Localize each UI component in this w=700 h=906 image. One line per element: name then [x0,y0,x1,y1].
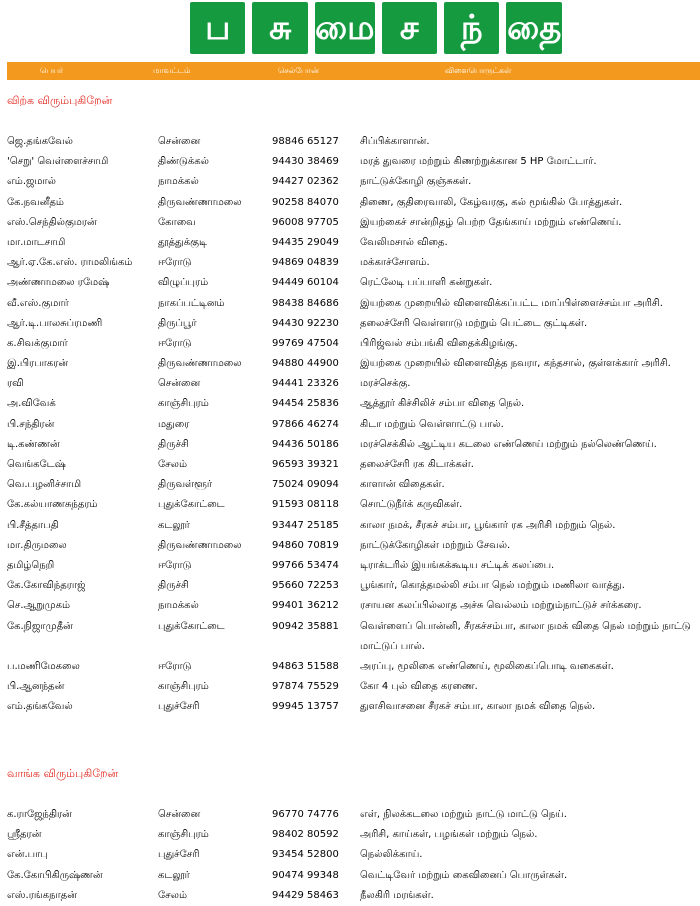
listing-row [7,273,700,293]
listing-name: ஸ்ரீதரன் [7,829,42,841]
listing-phone: 98402 80592 [272,829,339,841]
listing-district: விழுப்புரம் [158,277,209,289]
listing-name: வீ.எஸ்.குமார் [7,297,69,309]
listing-row [7,354,700,374]
listing-district: ஈரோடு [158,660,192,672]
listing-name: எஸ்.ரங்கநாதன் [7,889,77,901]
listing-row [7,152,700,172]
listing-row [7,415,700,435]
listing-district: தூத்துக்குடி [158,236,207,248]
listing-product: சொட்டுநீர்க் கருவிகள். [360,499,463,511]
listing-phone: 95660 72253 [272,580,339,592]
listing-district: ஈரோடு [158,559,192,571]
listing-district: ஈரோடு [158,257,192,269]
listing-product: நாட்டுக்கோழிகள் மற்றும் சேவல். [360,539,511,551]
listing-product: திணை, குதிரைவாலி, கேழ்வரகு, கல் மூங்கில் போத்துகள். [360,196,623,208]
column-header-district: மாவட்டம் [153,66,191,75]
listing-product: சிப்பிக்காளான். [360,136,430,147]
listing-product: ஆத்தூர் கிச்சிலிச் சம்பா விதை நெல். [360,398,525,410]
listing-name: ஆர்.டி.பாலசுப்ரமணி [7,317,103,329]
listing-name: அண்ணாமலை ரமேஷ் [7,277,110,289]
listing-district: திருச்சி [158,438,189,450]
listing-district: சேலம் [158,889,187,901]
listing-product: துளசிவாசனை சீரகச் சம்பா, காலா நமக் விதை நெல். [360,700,596,712]
listing-product: அரிசி, காய்கள், பழங்கள் மற்றும் நெல். [360,829,538,841]
listing-phone: 94454 25836 [272,398,339,410]
logo-letter: ச [382,2,437,54]
listing-product: கிடா மற்றும் வெள்ளாட்டு பால். [360,418,504,430]
listing-district: திருவண்ணாமலை [158,539,242,551]
listing-name: மா.திருமலை [7,539,67,551]
listing-row [7,617,700,657]
listing-district: நாமக்கல் [158,600,199,612]
listing-district: புதுக்கோட்டை [158,620,225,632]
listing-phone: 98438 84686 [272,297,339,309]
listing-row [7,294,700,314]
listing-name: ப.மணிமேகலை [7,660,80,672]
listing-row [7,172,700,192]
listing-row [7,697,700,717]
listing-name: கே.கல்யாணசுந்தரம் [7,499,98,511]
listing-phone: 99766 53474 [272,559,339,571]
listing-name: ஜெ.தங்கவேல் [7,136,73,147]
listing-district: திருச்சி [158,580,189,592]
listing-phone: 94430 92230 [272,317,339,329]
listing-row [7,596,700,616]
listing-name: எம்.தங்கவேல் [7,700,73,712]
logo-letter: ப [190,2,245,54]
listing-name: கே.நிஜாமுதீன் [7,620,73,632]
listing-row [7,556,700,576]
listing-name: இ.பிரபாகரன் [7,358,69,370]
listing-product: தலைச்சேரி ரக கிடாக்கள். [360,459,474,470]
buy-section-title: வாங்க விரும்புகிறேன் [7,767,119,780]
listing-phone: 96008 97705 [272,216,339,228]
listing-product: இயற்கை முறையில் விளைவிக்கப்பட்ட மாப்பிள்ளைச்சம்பா அரிசி. [360,297,663,309]
listing-name: எஸ்.செந்தில்குமரன் [7,216,97,228]
listing-row [7,677,700,697]
listing-product: மரச்செக்கில் ஆட்டிய கடலை எண்ணெய் மற்றும் நல்லெண்ணெய். [360,438,657,450]
listing-name: வெ.பழனிச்சாமி [7,479,82,491]
listing-district: திருவண்ணாமலை [158,358,242,370]
listing-product: நெல்லிக்காய். [360,849,423,861]
listing-district: காஞ்சிபுரம் [158,829,209,841]
listing-product: இயற்கை முறையில் விளைவித்த நவரா, கந்தசால், குள்ளக்கார் அரிசி. [360,358,671,370]
listing-phone: 90942 35881 [272,620,339,632]
listing-district: காஞ்சிபுரம் [158,398,209,410]
listing-product: இயற்கைச் சான்றிதழ் பெற்ற தேங்காய் மற்றும் எண்ணெய். [360,216,622,228]
listing-product: ரெட்லேடி பப்பாளி கன்றுகள். [360,277,493,289]
listing-district: சென்னை [158,378,201,390]
listing-phone: 91593 08118 [272,499,339,511]
listing-product: மக்காச்சோளம். [360,257,430,269]
logo-letter: தை [506,2,561,54]
listing-product: வெட்டிவேர் மற்றும் கைவினைப் பொருள்கள். [360,869,568,881]
listing-row [7,314,700,334]
listing-row [7,435,700,455]
listing-phone: 96770 74776 [272,809,339,820]
listing-name: 'செறு' வெள்ளைச்சாமி [7,156,109,168]
column-header-bar [7,62,700,80]
listing-district: புதுச்சேரி [158,849,200,861]
listing-row [7,475,700,495]
listing-row [7,866,700,886]
listing-row [7,455,700,475]
listing-district: சேலம் [158,459,187,470]
listing-row [7,334,700,354]
listing-name: மா.மாடசாமி [7,236,66,248]
column-header-phone: செல்போன் [278,66,319,75]
listing-district: திருவண்ணாமலை [158,196,242,208]
listing-name: வெங்கடேஷ் [7,459,66,470]
listing-phone: 94436 50186 [272,438,339,450]
listing-phone: 99945 13757 [272,700,339,712]
listing-row [7,536,700,556]
listing-name: ஆர்.ஏ.கே.எஸ். ராமலிங்கம் [7,257,133,269]
listing-name: ரவி [7,378,24,390]
listing-name: அ.விவேக் [7,398,56,410]
listing-product: கோ 4 புல் விதை கரணை. [360,680,478,692]
listing-phone: 99401 36212 [272,600,339,612]
listing-row [7,213,700,233]
listing-name: பி.ஆனந்தன் [7,680,65,692]
listing-district: திருவள்ளூர் [158,479,213,491]
listing-phone: 94869 04839 [272,257,339,269]
listing-product: டிராக்டரில் இயங்கக்கூடிய சட்டிக் கலப்பை. [360,559,555,571]
listing-name: க.சிவக்குமார் [7,337,68,349]
listing-product: பிரிஜ்வல் சம்பங்கி விதைக்கிழங்கு. [360,337,518,349]
listing-district: காஞ்சிபுரம் [158,680,209,692]
listing-row [7,193,700,213]
listing-row [7,516,700,536]
listing-district: கோவை [158,216,196,228]
listing-name: டி.கண்ணன் [7,438,60,450]
listing-row [7,845,700,865]
listing-product: எள், நிலக்கடலை மற்றும் நாட்டு மாட்டு நெய். [360,809,567,820]
listing-district: நாமக்கல் [158,176,199,188]
listing-product: ரசாயன கலப்பில்லாத அச்சு வெல்லம் மற்றும்நாட்டுச் சர்க்கரை. [360,600,642,612]
listing-product: பூங்கார், கொத்தமல்லி சம்பா நெல் மற்றும் மணிலா வாத்து. [360,580,625,592]
listing-row [7,495,700,515]
listing-row [7,825,700,845]
listing-phone: 94429 58463 [272,889,339,901]
listing-district: திண்டுக்கல் [158,156,209,168]
listing-phone: 75024 09094 [272,479,339,491]
logo-letter: சு [252,2,307,54]
listing-row [7,805,700,825]
logo-letter: மை [315,2,375,54]
listing-name: செ.ஆறுமுகம் [7,600,71,612]
listing-name: தமிழ்நெறி [7,559,55,571]
listing-phone: 93454 52800 [272,849,339,861]
listing-phone: 94863 51588 [272,660,339,672]
listing-phone: 94427 02362 [272,176,339,188]
listing-product: காலா நமக், சீரகச் சம்பா, பூங்கார் ரக அரிசி மற்றும் நெல். [360,519,616,531]
listing-district: மதுரை [158,418,190,430]
listing-district: புதுச்சேரி [158,700,200,712]
sell-section-title: விற்க விரும்புகிறேன் [7,94,113,107]
masthead-logo [190,2,562,54]
listing-district: கடலூர் [158,519,190,531]
listing-row [7,374,700,394]
listing-phone: 93447 25185 [272,519,339,531]
listing-row [7,233,700,253]
listing-product: வேலிமசால் விதை. [360,236,448,248]
listing-name: கே.கோபிகிருஷ்ணன் [7,869,103,881]
column-header-name: பெயர் [40,66,64,75]
listing-name: எம்.ஜமால் [7,176,56,188]
listing-phone: 94449 60104 [272,277,339,289]
listing-district: சென்னை [158,136,201,147]
listing-name: க.ராஜேந்திரன் [7,809,72,820]
listing-district: புதுக்கோட்டை [158,499,225,511]
listing-district: சென்னை [158,809,201,820]
listing-district: கடலூர் [158,869,190,881]
listing-phone: 90474 99348 [272,869,339,881]
listing-product: நாட்டுக்கோழி குஞ்சுகள். [360,176,472,188]
listing-row [7,886,700,906]
buy-list [7,805,700,906]
listing-product: மரச்செக்கு. [360,378,411,390]
listing-product: தலைச்சேரி வெள்ளாடு மற்றும் பெட்டை குட்டிகள். [360,317,588,329]
listing-product: காளான் விதைகள். [360,479,445,491]
listing-name: பி.சந்திரன் [7,418,55,430]
listing-product: மரத் துவரை மற்றும் கிணற்றுக்கான 5 HP மோட்டார். [360,156,597,168]
listing-phone: 98846 65127 [272,136,339,147]
listing-row [7,253,700,273]
listing-product: அரப்பு, மூலிகை எண்ணெய், மூலிகைப்பொடி வகைகள். [360,660,614,672]
listing-phone: 96593 39321 [272,459,339,470]
listing-name: என்.பாபு [7,849,48,861]
listing-phone: 94430 38469 [272,156,339,168]
listing-name: கே.கோவிந்தராஜ் [7,580,86,592]
listing-name: பி.சீத்தாபதி [7,519,59,531]
listing-product: நீலகிரி மரங்கள். [360,889,434,901]
listing-phone: 97874 75529 [272,680,339,692]
listing-row [7,576,700,596]
listing-name: கே.நவனீதம் [7,196,64,208]
listing-phone: 94860 70819 [272,539,339,551]
listing-phone: 94435 29049 [272,236,339,248]
listing-row [7,657,700,677]
listing-row [7,132,700,152]
logo-letter: ந் [444,2,499,54]
listing-phone: 94441 23326 [272,378,339,390]
sell-list [7,132,700,717]
listing-phone: 94880 44900 [272,358,339,370]
column-header-product: விளைபொருட்கள் [445,66,512,75]
listing-phone: 99769 47504 [272,337,339,349]
listing-phone: 97866 46274 [272,418,339,430]
listing-district: நாகப்பட்டினம் [158,297,225,309]
listing-district: ஈரோடு [158,337,192,349]
listing-row [7,394,700,414]
listing-district: திருப்பூர் [158,317,197,329]
listing-product: வெள்ளைப் பொன்னி, சீரகச்சம்பா, காலா நமக் விதை நெல் மற்றும் நாட்டு மாட்டுப் பால். [360,620,691,652]
listing-phone: 90258 84070 [272,196,339,208]
